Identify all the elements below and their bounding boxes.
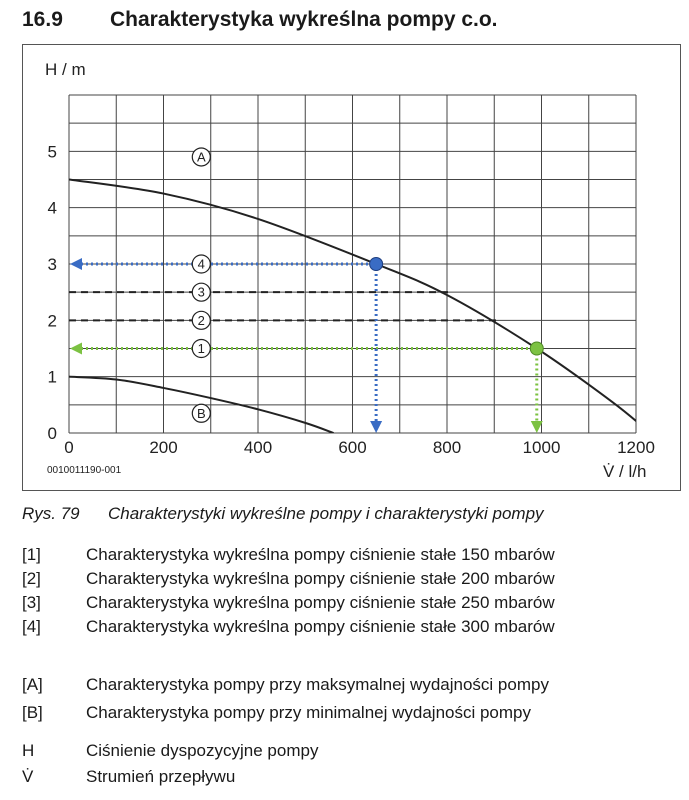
- section-heading: [22, 6, 498, 34]
- x-tick-label: 0: [64, 438, 74, 457]
- legend-key: H: [22, 741, 35, 760]
- legend-text: Charakterystyka wykreślna pompy ciśnienie stałe 150 mbarów: [86, 545, 555, 564]
- figure-caption: [22, 504, 544, 524]
- y-tick-label: 4: [47, 198, 57, 218]
- legend-text: Charakterystyka wykreślna pompy ciśnienie stałe 300 mbarów: [86, 617, 555, 636]
- y-tick-label: 5: [47, 142, 57, 162]
- curve-a: [69, 180, 650, 434]
- pressure-marker-3-text: 3: [197, 284, 205, 300]
- x-tick-label: 1200: [617, 438, 655, 457]
- legend-text: Charakterystyka wykreślna pompy ciśnienie stałe 250 mbarów: [86, 593, 555, 612]
- legend-key: [3]: [22, 593, 41, 612]
- x-tick-label: 400: [243, 438, 273, 457]
- legend-key: [A]: [22, 675, 43, 694]
- legend-key: V̇: [22, 767, 34, 786]
- arrow-icon: [70, 343, 82, 355]
- figure-code: 0010011190-001: [47, 465, 122, 476]
- pressure-marker-1-text: 1: [197, 341, 205, 356]
- legend-text: Charakterystyka wykreślna pompy ciśnienie stałe 200 mbarów: [86, 569, 555, 588]
- arrow-icon: [370, 421, 382, 433]
- caption-number: Rys. 79: [22, 504, 80, 523]
- y-tick-label: 0: [47, 424, 57, 443]
- legend-key: [2]: [22, 569, 41, 588]
- chart-series: [69, 148, 650, 433]
- legend-key: [B]: [22, 703, 43, 722]
- caption-text: Charakterystyki wykreślne pompy i charakterystyki pompy: [108, 504, 544, 523]
- pressure-marker-4-text: 4: [197, 256, 205, 272]
- green-point: [530, 342, 543, 355]
- section-number: 16.9: [22, 8, 63, 31]
- arrow-icon: [531, 421, 543, 433]
- curve-marker-b-text: B: [196, 405, 206, 421]
- x-tick-label: 600: [338, 438, 367, 457]
- arrow-icon: [70, 258, 82, 270]
- pump-chart: [23, 45, 680, 490]
- y-tick-label: 3: [47, 255, 57, 274]
- section-title: Charakterystyka wykreślna pompy c.o.: [110, 8, 498, 31]
- y-axis-label: H / m: [45, 60, 86, 79]
- blue-point: [370, 258, 383, 271]
- legend-text: Charakterystyka pompy przy minimalnej wydajności pompy: [86, 703, 531, 722]
- legend-key: [4]: [22, 617, 41, 636]
- legend-key: [1]: [22, 545, 41, 564]
- legend-text: Charakterystyka pompy przy maksymalnej wydajności pompy: [86, 675, 549, 694]
- y-tick-label: 1: [47, 367, 57, 387]
- curve-marker-a-text: A: [196, 149, 206, 165]
- legend-text: Strumień przepływu: [86, 767, 236, 786]
- x-tick-label: 800: [432, 438, 462, 457]
- x-axis-label: V̇ / l/h: [603, 462, 647, 481]
- chart-frame: [22, 44, 681, 491]
- legend-text: Ciśnienie dyspozycyjne pompy: [86, 741, 319, 760]
- x-tick-label: 1000: [522, 438, 561, 457]
- pressure-marker-2-text: 2: [197, 312, 205, 328]
- x-tick-label: 200: [149, 438, 178, 457]
- y-tick-label: 2: [47, 311, 57, 331]
